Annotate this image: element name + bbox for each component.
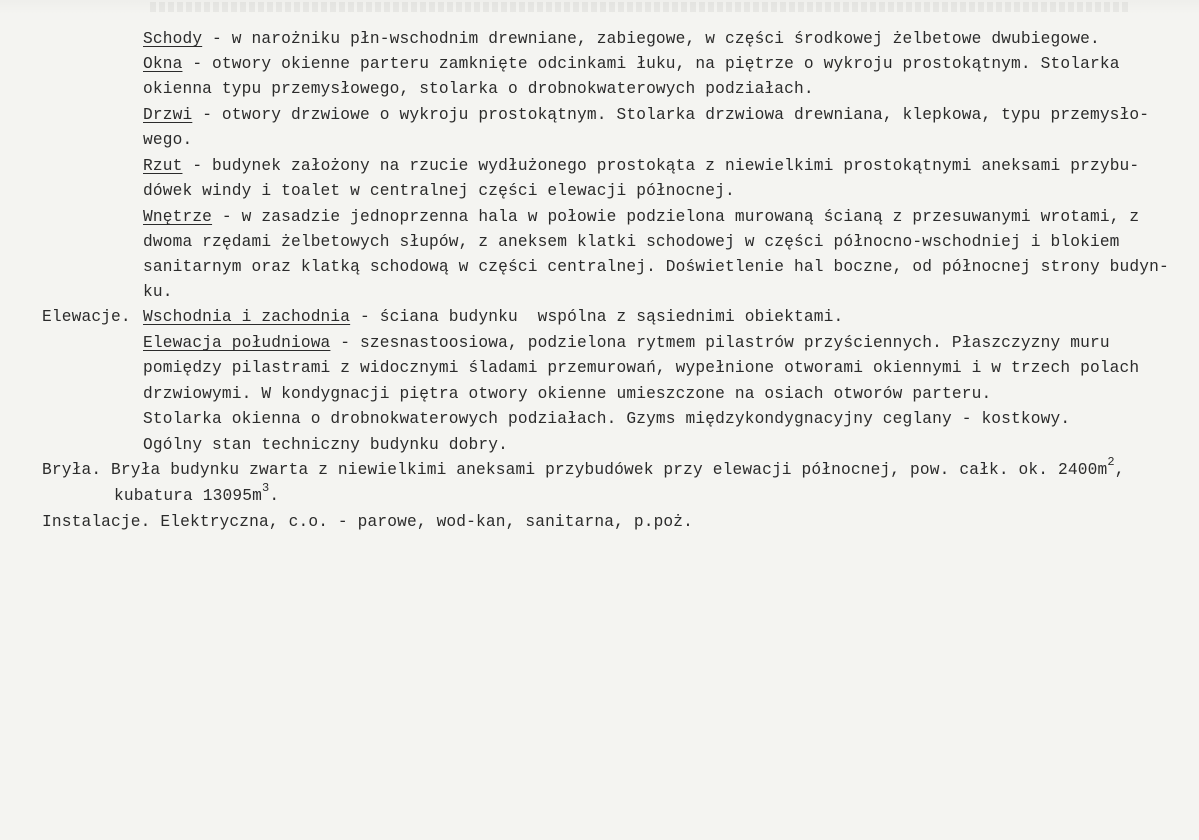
wnetrze-cont2: sanitarnym oraz klatką schodową w części centralnej. Doświetlenie hal boczne, od północnej strony budyn-	[143, 258, 1169, 276]
okna-text: - otwory okienne parteru zamknięte odcinkami łuku, na piętrze o wykroju prostokątnym. Stolarka	[182, 55, 1120, 73]
elewacje-heading: Elewacje.	[42, 308, 131, 326]
wnetrze-label: Wnętrze	[143, 208, 213, 226]
bryla-tail1: ,	[1114, 461, 1125, 479]
bryla-text: Bryła. Bryła budynku zwarta z niewielkimi aneksami przybudówek przy elewacji północnej, pow. całk. ok. 2400m	[42, 461, 1108, 479]
rzut-label: Rzut	[143, 157, 183, 175]
bryla-cont: kubatura 13095m	[114, 487, 262, 505]
bryla-tail2: .	[269, 487, 280, 505]
elewacje-wz-line	[143, 307, 843, 327]
bryla-sup-area: 2	[1107, 454, 1115, 469]
instalacje-line: Instalacje. Elektryczna, c.o. - parowe, wod-kan, sanitarna, p.poż.	[42, 513, 694, 531]
elewacje-stolarka: Stolarka okienna o drobnokwaterowych podziałach. Gzyms międzykondygnacyjny ceglany - kostkowy.	[143, 410, 1071, 428]
drzwi-line	[143, 105, 1149, 125]
elewacje-pd-cont2: drzwiowymi. W kondygnacji piętra otwory okienne umieszczone na osiach otworów parteru.	[143, 385, 992, 403]
wnetrze-line	[143, 207, 1139, 227]
rzut-line	[143, 156, 1139, 176]
elewacje-pd-label: Elewacja południowa	[143, 334, 331, 352]
drzwi-label: Drzwi	[143, 106, 193, 124]
schody-line	[143, 29, 1100, 49]
rzut-text: - budynek założony na rzucie wydłużonego prostokąta z niewielkimi prostokątnymi aneksami przybu-	[182, 157, 1140, 175]
elewacje-pd-cont1: pomiędzy pilastrami z widocznymi śladami przemurowań, wypełnione otworami okiennymi i w trzech polach	[143, 359, 1140, 377]
elewacje-wz-label: Wschodnia i zachodnia	[143, 308, 351, 326]
show-through-top	[150, 2, 1130, 12]
drzwi-cont: wego.	[143, 131, 193, 149]
bryla-cont-line	[114, 480, 280, 506]
schody-text: - w narożniku płn-wschodnim drewniane, zabiegowe, w części środkowej żelbetowe dwubiegowe.	[202, 30, 1100, 48]
wnetrze-cont1: dwoma rzędami żelbetowych słupów, z aneksem klatki schodowej w części północno-wschodniej i blokiem	[143, 233, 1120, 251]
wnetrze-cont3: ku.	[143, 283, 173, 301]
okna-line	[143, 54, 1120, 74]
elewacje-pd-line	[143, 333, 1110, 353]
bryla-line	[42, 454, 1125, 480]
wnetrze-text: - w zasadzie jednoprzenna hala w połowie podzielona murowaną ścianą z przesuwanymi wrotami, z	[212, 208, 1140, 226]
drzwi-text: - otwory drzwiowe o wykroju prostokątnym. Stolarka drzwiowa drewniana, klepkowa, typu przemysło-	[192, 106, 1150, 124]
elewacje-wz-text: - ściana budynku wspólna z sąsiednimi obiektami.	[350, 308, 844, 326]
bryla-sup-volume: 3	[261, 480, 270, 495]
okna-label: Okna	[143, 55, 183, 73]
schody-label: Schody	[143, 30, 203, 48]
elewacje-pd-text: - szesnastoosiowa, podzielona rytmem pilastrów przyściennych. Płaszczyzny muru	[330, 334, 1110, 352]
okna-cont: okienna typu przemysłowego, stolarka o drobnokwaterowych podziałach.	[143, 80, 814, 98]
elewacje-stan: Ogólny stan techniczny budynku dobry.	[143, 436, 508, 454]
rzut-cont: dówek windy i toalet w centralnej części elewacji północnej.	[143, 182, 735, 200]
